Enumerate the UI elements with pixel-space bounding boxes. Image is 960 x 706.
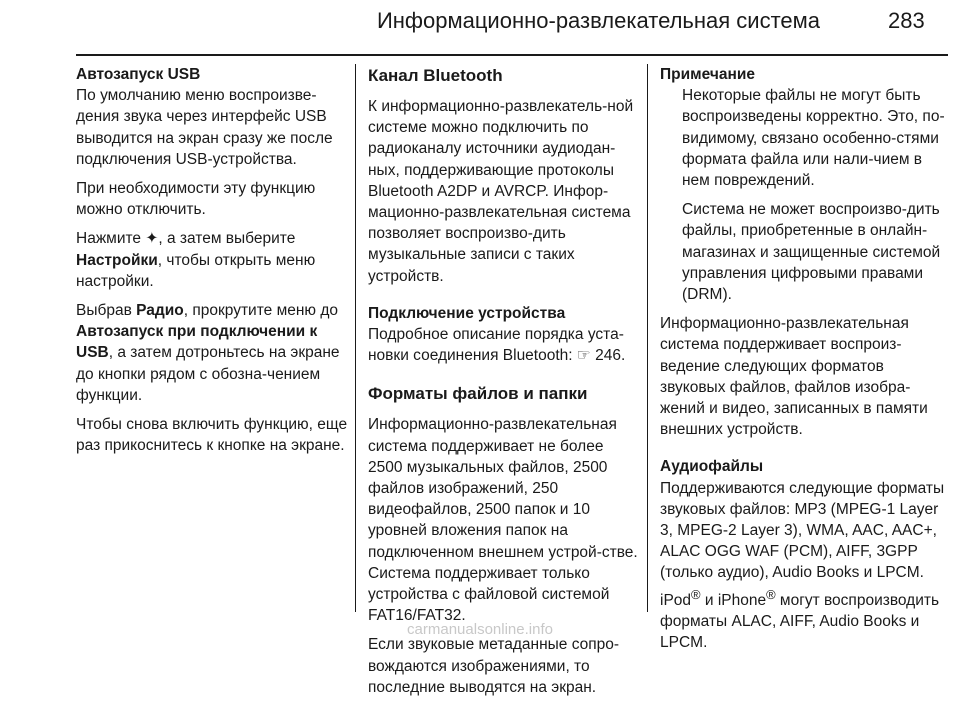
note-box — [660, 64, 950, 305]
text: , а затем дотроньтесь на экране до кнопки рядом с обозна-чением функции. — [76, 344, 340, 404]
registered-mark: ® — [766, 586, 776, 602]
section-heading-bluetooth: Канал Bluetooth — [368, 66, 503, 85]
text: могут воспроизводить форматы ALAC, AIFF, Audio Books и LPCM. — [660, 591, 940, 652]
section-heading-usb-autostart: Автозапуск USB — [76, 66, 201, 83]
page-number: 283 — [888, 8, 925, 33]
watermark: carmanualsonline.info — [407, 621, 553, 638]
paragraph — [76, 300, 348, 406]
settings-icon: ✦ — [145, 230, 159, 248]
page-reference-link[interactable]: ☞ 246. — [576, 347, 626, 365]
text: Выбрав — [76, 302, 137, 320]
text: Подробное описание порядка уста-новки соединения Bluetooth: — [368, 326, 624, 365]
note-paragraph: Некоторые файлы не могут быть воспроизведены корректно. Это, по-видимому, связано особенно-стями формата файла или нали-чием в нем повреждений. — [682, 87, 945, 190]
column-3 — [660, 64, 950, 661]
paragraph — [76, 228, 348, 292]
column-2 — [368, 64, 640, 706]
text: и iPhone — [700, 591, 767, 609]
section-heading-file-formats: Форматы файлов и папки — [368, 384, 588, 404]
text: , чтобы открыть меню настройки. — [76, 251, 316, 290]
menu-term-settings: Настройки — [76, 251, 158, 269]
registered-mark: ® — [691, 586, 701, 602]
paragraph: При необходимости эту функцию можно отключить. — [76, 180, 316, 219]
column-divider-2 — [647, 64, 648, 612]
paragraph: Информационно-развлекательная система поддерживает не более 2500 музыкальных файлов, 2500 файлов изображений, 250 видеофайлов, 2500 папок и 10 уровней вложения папок на подключенном внешнем устрой-стве. Система поддерживает только устройства с файловой системой FAT16/FAT32. — [368, 416, 638, 625]
note-heading: Примечание — [660, 66, 755, 83]
menu-term-radio: Радио — [136, 302, 184, 320]
text: Поддерживаются следующие форматы звуковых файлов: MP3 (MPEG-1 Layer 3, MPEG-2 Layer 3), WMA, AAC, AAC+, ALAC OGG WAF (PCM), AIFF, 3GPP (только аудио), Audio Books и LPCM. iPod — [660, 479, 945, 609]
paragraph: Чтобы снова включить функцию, еще раз прикоснитесь к кнопке на экране. — [76, 416, 348, 455]
column-divider-1 — [355, 64, 356, 612]
note-paragraph: Система не может воспроизво-дить файлы, приобретенные в онлайн-магазинах и защищенные системой управления цифровыми правами (DRM). — [682, 201, 941, 304]
menu-term-usb-autostart: Автозапуск при подключении к USB — [76, 323, 318, 362]
paragraph: К информационно-развлекатель-ной системе можно подключить по радиоканалу источники аудиодан-ных, поддерживающие протоколы Bluetooth A2DP и AVRCP. Инфор-мационно-развлекательная система позволяет воспроизво-дить музыкальные записи с таких устройств. — [368, 98, 634, 285]
paragraph: Информационно-развлекательная система поддерживает воспроиз-ведение следующих форматов звуковых файлов, файлов изобра-жений и видео, записанных в памяти внешних устройств. — [660, 315, 928, 439]
paragraph — [368, 324, 640, 366]
header-rule — [76, 54, 948, 56]
text: , а затем выберите — [158, 230, 296, 248]
running-header-title: Информационно-развлекательная система — [376, 8, 820, 33]
paragraph: Если звуковые метаданные сопро-вождаются изображениями, то последние выводятся на экран. — [368, 636, 620, 696]
column-1 — [76, 64, 348, 464]
text: Нажмите — [76, 230, 146, 248]
subheading-device-connection: Подключение устройства — [368, 304, 566, 322]
text: , прокрутите меню до — [183, 302, 339, 320]
paragraph: По умолчанию меню воспроизве-дения звука через интерфейс USB выводится на экран сразу же после подключения USB-устройства. — [76, 87, 333, 168]
subheading-audio-files: Аудиофайлы — [660, 458, 764, 476]
